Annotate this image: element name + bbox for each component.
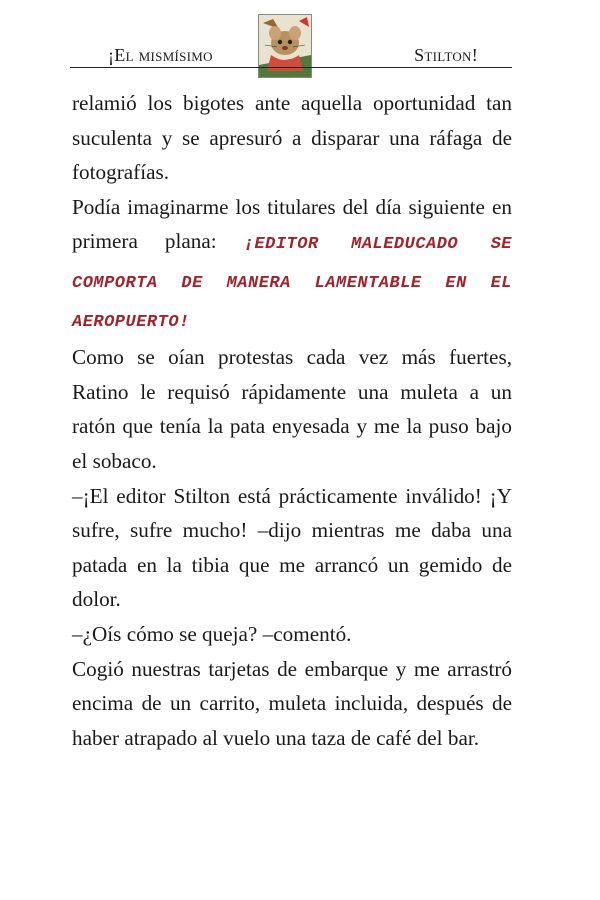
paragraph-3: Como se oían protestas cada vez más fuertes, Ratino le requisó rápidamente una muleta a un ratón que tenía la pata enyesada y me la puso bajo el sobaco. bbox=[72, 345, 512, 473]
paragraph-5: –¿Oís cómo se queja? –comentó. bbox=[72, 621, 352, 646]
paragraph-1: relamió los bigotes ante aquella oportunidad tan suculenta y se apresuró a disparar una ráfaga de fotografías. bbox=[72, 91, 512, 185]
paragraph-6: Cogió nuestras tarjetas de embarque y me arrastró encima de un carrito, muleta incluida, después de haber atrapado al vuelo una taza de café del bar. bbox=[72, 656, 512, 750]
header-right-title: Stilton! bbox=[414, 45, 478, 65]
paragraph-2 bbox=[72, 190, 512, 340]
headline-text: ¡EDITOR MALEDUCADO SE COMPORTA DE MANERA LAMENTABLE EN EL AEROPUERTO! bbox=[72, 235, 512, 332]
paragraph-4: –¡El editor Stilton está prácticamente inválido! ¡Y sufre, sufre mucho! –dijo mientras me daba una patada en la tibia que me arrancó un gemido de dolor. bbox=[72, 483, 512, 612]
mouse-portrait-icon bbox=[258, 14, 312, 78]
header-left-title: ¡El mismísimo bbox=[108, 45, 213, 65]
paragraph-2-text: Podía imaginarme los titulares del día siguiente en primera plana: bbox=[72, 194, 512, 254]
header-divider bbox=[70, 67, 512, 68]
running-header bbox=[70, 14, 512, 74]
page-body bbox=[72, 86, 512, 755]
